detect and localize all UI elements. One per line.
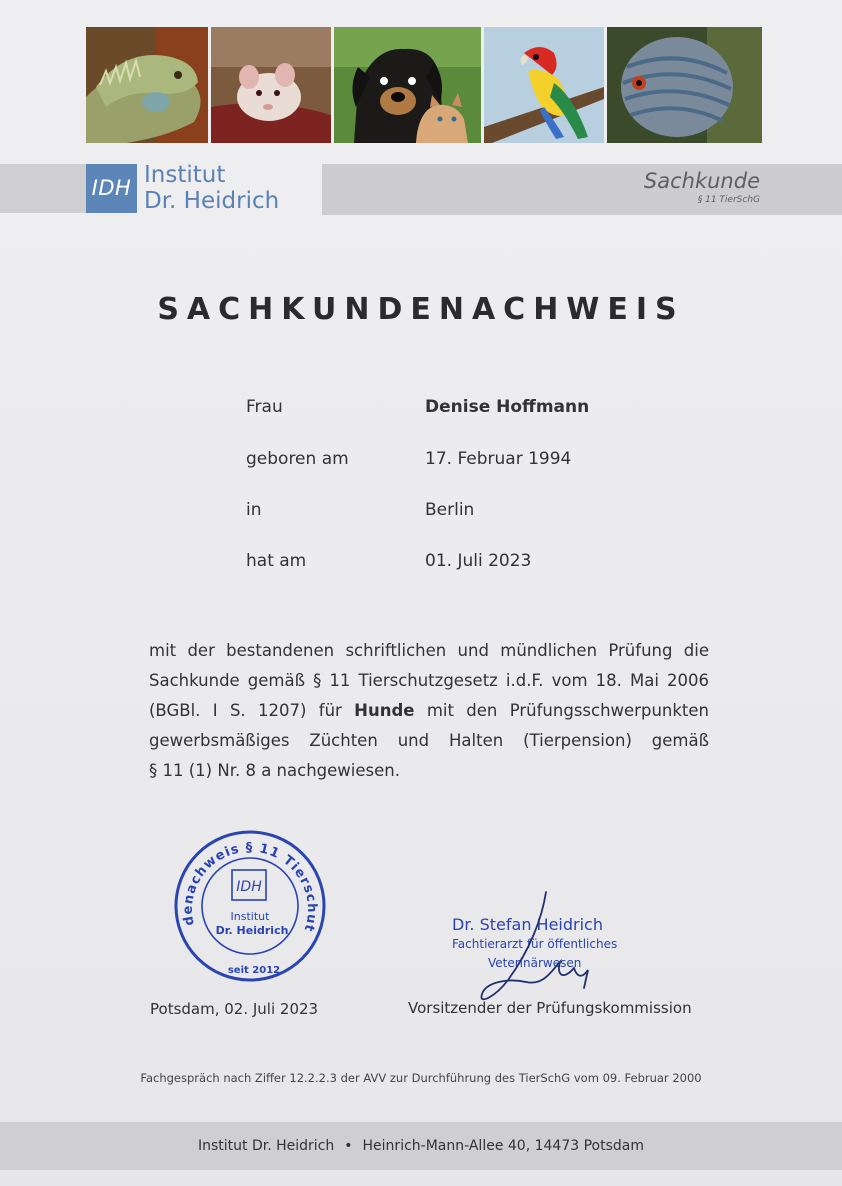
iguana-photo [86,27,208,143]
stamp-line-1: Institut [230,910,270,923]
animal-photo-strip [86,27,762,143]
signer-role: Vorsitzender der Prüfungskommission [408,999,692,1017]
footer-institute: Institut Dr. Heidrich [198,1138,335,1154]
header-band-left [0,164,86,213]
salutation-label: Frau [246,397,283,417]
statement-line-3 [149,696,709,726]
birth-date-value: 17. Februar 1994 [425,449,572,469]
footer-separator: • [344,1138,353,1154]
certificate-title: SACHKUNDENACHWEIS [157,292,685,327]
stamp-since: seit 2012 [227,965,281,976]
institute-name [144,162,279,214]
stamp-ring-text: denachweis § 11 Tierschut [180,840,320,934]
animal-type: Hunde [354,701,415,720]
discus-fish-photo [607,27,762,143]
certification-statement [149,636,709,786]
signer-title-line-1: Fachtierarzt für öffentliches [452,937,618,951]
birth-date-label: geboren am [246,449,349,469]
signer-title-line-2: Veterinärwesen [488,956,582,970]
signature-block [448,888,648,1008]
exam-date-label: hat am [246,551,307,571]
institute-name-line1: Institut [144,162,226,188]
section-title: Sachkunde [643,169,760,193]
section-label [644,168,760,206]
parrot-photo [484,27,603,143]
header-band-right [322,164,842,215]
statement-line-3-start: (BGBl. I S. 1207) für [149,701,355,720]
legal-footnote: Fachgespräch nach Ziffer 12.2.2.3 der AVV zur Durchführung des TierSchG vom 09. Februar 2000 [140,1071,702,1085]
birth-place-label: in [246,500,262,520]
footer-address: Heinrich-Mann-Allee 40, 14473 Potsdam [362,1138,644,1154]
person-name: Denise Hoffmann [425,397,590,417]
institute-name-line2: Dr. Heidrich [144,188,280,214]
section-subtitle: § 11 TierSchG [697,195,760,205]
rat-photo [211,27,330,143]
signer-name: Dr. Stefan Heidrich [452,915,603,934]
stamp-line-2: Dr. Heidrich [215,924,289,937]
place-and-date: Potsdam, 02. Juli 2023 [150,1000,319,1018]
exam-date-value: 01. Juli 2023 [425,551,532,571]
birth-place-value: Berlin [425,500,475,520]
statement-line-2: Sachkunde gemäß § 11 Tierschutzgesetz i.d.F. vom 18. Mai 2006 [149,671,709,690]
dog-and-kitten-photo [334,27,481,143]
stamp-logo: IDH [236,879,262,895]
official-stamp [172,828,328,984]
statement-line-5: § 11 (1) Nr. 8 a nachgewiesen. [149,761,400,780]
statement-line-3-end: mit den Prüfungsschwerpunkten [414,701,709,720]
statement-line-4: gewerbsmäßiges Züchten und Halten (Tierpension) gemäß [149,731,709,750]
idh-logo-mark: IDH [86,164,137,213]
statement-line-1: mit der bestandenen schriftlichen und mündlichen Prüfung die [149,641,709,660]
footer-address-bar [0,1122,842,1170]
